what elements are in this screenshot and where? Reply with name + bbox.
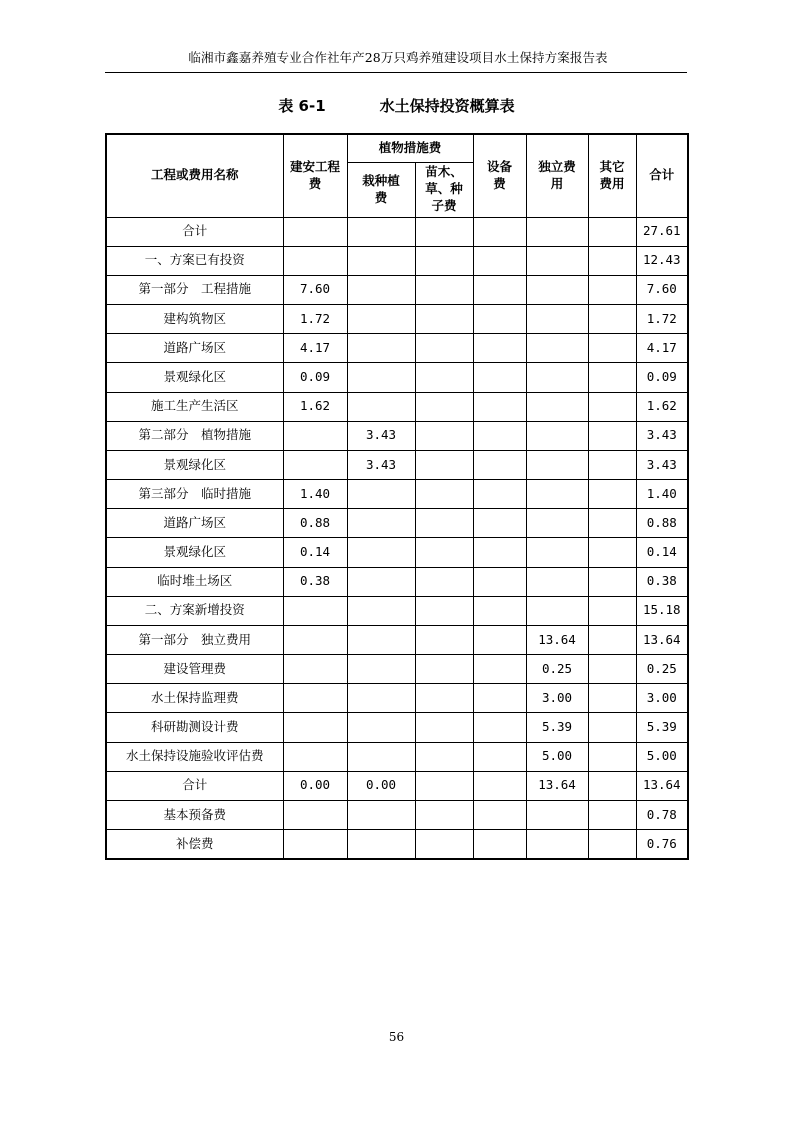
cell-seedlings — [415, 771, 473, 800]
page-number: 56 — [388, 1030, 405, 1044]
table-row — [106, 334, 688, 363]
cell-total: 1.72 — [636, 305, 688, 334]
cell-independent — [526, 567, 588, 596]
cell-other — [588, 567, 636, 596]
row-name: 补偿费 — [106, 830, 283, 859]
cell-total: 1.62 — [636, 392, 688, 421]
cell-seedlings — [415, 567, 473, 596]
cell-total: 0.38 — [636, 567, 688, 596]
cell-equipment — [473, 450, 526, 479]
cell-seedlings — [415, 246, 473, 275]
cell-other — [588, 625, 636, 654]
header-row-1 — [106, 134, 688, 162]
cell-planting — [347, 334, 415, 363]
cell-independent — [526, 830, 588, 859]
cell-planting — [347, 596, 415, 625]
cell-construction — [283, 246, 347, 275]
table-row — [106, 596, 688, 625]
table-row — [106, 800, 688, 829]
row-name: 临时堆土场区 — [106, 567, 283, 596]
cell-other — [588, 392, 636, 421]
cell-equipment — [473, 334, 526, 363]
cell-equipment — [473, 509, 526, 538]
col-header-construction: 建安工程费 — [283, 134, 347, 217]
table-row — [106, 625, 688, 654]
cell-other — [588, 830, 636, 859]
row-name: 建构筑物区 — [106, 305, 283, 334]
table-row — [106, 713, 688, 742]
cell-seedlings — [415, 655, 473, 684]
cell-total: 13.64 — [636, 771, 688, 800]
cell-other — [588, 800, 636, 829]
cell-total: 7.60 — [636, 275, 688, 304]
cell-planting — [347, 480, 415, 509]
table-row — [106, 684, 688, 713]
cell-seedlings — [415, 421, 473, 450]
cell-other — [588, 305, 636, 334]
cell-other — [588, 684, 636, 713]
cell-other — [588, 509, 636, 538]
cell-other — [588, 771, 636, 800]
cell-independent — [526, 305, 588, 334]
col-header-independent: 独立费用 — [526, 134, 588, 217]
cell-total: 4.17 — [636, 334, 688, 363]
cell-seedlings — [415, 305, 473, 334]
cell-equipment — [473, 713, 526, 742]
cell-independent: 5.39 — [526, 713, 588, 742]
cell-total: 13.64 — [636, 625, 688, 654]
cell-total: 0.14 — [636, 538, 688, 567]
cell-equipment — [473, 305, 526, 334]
cell-total: 0.88 — [636, 509, 688, 538]
cell-independent: 13.64 — [526, 625, 588, 654]
header-rule — [105, 72, 687, 73]
cell-planting: 3.43 — [347, 421, 415, 450]
row-name: 景观绿化区 — [106, 450, 283, 479]
cell-independent — [526, 800, 588, 829]
cell-seedlings — [415, 625, 473, 654]
cell-equipment — [473, 800, 526, 829]
col-header-seedlings: 苗木、草、种子费 — [415, 162, 473, 217]
cell-independent — [526, 246, 588, 275]
cell-construction — [283, 625, 347, 654]
cell-total: 0.78 — [636, 800, 688, 829]
cell-independent — [526, 421, 588, 450]
cell-seedlings — [415, 742, 473, 771]
cell-seedlings — [415, 217, 473, 246]
investment-budget-table — [105, 133, 689, 860]
cell-other — [588, 655, 636, 684]
cell-other — [588, 217, 636, 246]
cell-planting — [347, 625, 415, 654]
cell-equipment — [473, 246, 526, 275]
row-name: 建设管理费 — [106, 655, 283, 684]
table-row — [106, 830, 688, 859]
cell-seedlings — [415, 830, 473, 859]
col-header-other: 其它费用 — [588, 134, 636, 217]
cell-total: 5.00 — [636, 742, 688, 771]
cell-independent — [526, 334, 588, 363]
table-title — [0, 95, 793, 116]
cell-equipment — [473, 830, 526, 859]
cell-construction — [283, 713, 347, 742]
cell-seedlings — [415, 450, 473, 479]
cell-planting — [347, 713, 415, 742]
cell-equipment — [473, 655, 526, 684]
cell-equipment — [473, 421, 526, 450]
cell-planting — [347, 830, 415, 859]
cell-construction — [283, 655, 347, 684]
cell-seedlings — [415, 800, 473, 829]
cell-other — [588, 480, 636, 509]
cell-independent: 13.64 — [526, 771, 588, 800]
table-row — [106, 509, 688, 538]
cell-independent — [526, 275, 588, 304]
col-header-plant-group: 植物措施费 — [347, 134, 473, 162]
cell-equipment — [473, 625, 526, 654]
cell-planting: 3.43 — [347, 450, 415, 479]
cell-seedlings — [415, 596, 473, 625]
cell-planting — [347, 684, 415, 713]
cell-planting — [347, 742, 415, 771]
cell-construction — [283, 596, 347, 625]
cell-equipment — [473, 771, 526, 800]
table-row — [106, 421, 688, 450]
cell-construction: 1.40 — [283, 480, 347, 509]
cell-construction: 1.72 — [283, 305, 347, 334]
cell-planting — [347, 305, 415, 334]
cell-planting — [347, 567, 415, 596]
row-name: 第一部分 独立费用 — [106, 625, 283, 654]
cell-planting — [347, 275, 415, 304]
cell-construction: 4.17 — [283, 334, 347, 363]
cell-independent: 0.25 — [526, 655, 588, 684]
row-name: 道路广场区 — [106, 509, 283, 538]
row-name: 合计 — [106, 217, 283, 246]
col-header-equipment: 设备费 — [473, 134, 526, 217]
cell-seedlings — [415, 684, 473, 713]
cell-equipment — [473, 363, 526, 392]
cell-total: 0.09 — [636, 363, 688, 392]
cell-planting — [347, 509, 415, 538]
cell-seedlings — [415, 509, 473, 538]
cell-total: 1.40 — [636, 480, 688, 509]
cell-independent — [526, 538, 588, 567]
cell-equipment — [473, 217, 526, 246]
cell-equipment — [473, 392, 526, 421]
row-name: 合计 — [106, 771, 283, 800]
cell-construction — [283, 684, 347, 713]
cell-total: 3.43 — [636, 421, 688, 450]
row-name: 第一部分 工程措施 — [106, 275, 283, 304]
cell-seedlings — [415, 363, 473, 392]
table-row — [106, 655, 688, 684]
row-name: 二、方案新增投资 — [106, 596, 283, 625]
cell-planting — [347, 363, 415, 392]
cell-planting — [347, 392, 415, 421]
cell-construction — [283, 450, 347, 479]
cell-planting — [347, 655, 415, 684]
cell-planting — [347, 538, 415, 567]
cell-equipment — [473, 684, 526, 713]
cell-total: 0.76 — [636, 830, 688, 859]
table-name: 水土保持投资概算表 — [379, 97, 515, 115]
row-name: 第二部分 植物措施 — [106, 421, 283, 450]
table-row — [106, 392, 688, 421]
cell-independent — [526, 217, 588, 246]
table-row — [106, 217, 688, 246]
cell-planting — [347, 246, 415, 275]
cell-total: 5.39 — [636, 713, 688, 742]
cell-total: 15.18 — [636, 596, 688, 625]
cell-planting — [347, 800, 415, 829]
cell-seedlings — [415, 713, 473, 742]
col-header-name: 工程或费用名称 — [106, 134, 283, 217]
cell-other — [588, 742, 636, 771]
cell-other — [588, 421, 636, 450]
running-header: 临湘市鑫嘉养殖专业合作社年产28万只鸡养殖建设项目水土保持方案报告表 — [188, 50, 608, 65]
cell-other — [588, 713, 636, 742]
cell-independent — [526, 509, 588, 538]
cell-independent: 5.00 — [526, 742, 588, 771]
row-name: 科研勘测设计费 — [106, 713, 283, 742]
cell-planting: 0.00 — [347, 771, 415, 800]
table-row — [106, 363, 688, 392]
row-name: 景观绿化区 — [106, 538, 283, 567]
table-row — [106, 742, 688, 771]
cell-total: 27.61 — [636, 217, 688, 246]
cell-seedlings — [415, 275, 473, 304]
cell-other — [588, 334, 636, 363]
row-name: 道路广场区 — [106, 334, 283, 363]
cell-independent — [526, 450, 588, 479]
cell-construction: 1.62 — [283, 392, 347, 421]
cell-construction: 0.38 — [283, 567, 347, 596]
table-row — [106, 305, 688, 334]
cell-independent — [526, 363, 588, 392]
cell-seedlings — [415, 392, 473, 421]
cell-other — [588, 450, 636, 479]
cell-equipment — [473, 480, 526, 509]
cell-construction: 7.60 — [283, 275, 347, 304]
cell-independent — [526, 392, 588, 421]
cell-total: 3.43 — [636, 450, 688, 479]
cell-total: 0.25 — [636, 655, 688, 684]
cell-other — [588, 246, 636, 275]
cell-construction: 0.14 — [283, 538, 347, 567]
cell-construction — [283, 830, 347, 859]
cell-independent — [526, 596, 588, 625]
cell-construction — [283, 217, 347, 246]
cell-total: 12.43 — [636, 246, 688, 275]
table-row — [106, 275, 688, 304]
row-name: 施工生产生活区 — [106, 392, 283, 421]
row-name: 景观绿化区 — [106, 363, 283, 392]
cell-equipment — [473, 742, 526, 771]
cell-construction — [283, 421, 347, 450]
table-row — [106, 480, 688, 509]
cell-other — [588, 363, 636, 392]
row-name: 水土保持监理费 — [106, 684, 283, 713]
row-name: 一、方案已有投资 — [106, 246, 283, 275]
cell-seedlings — [415, 538, 473, 567]
col-header-total: 合计 — [636, 134, 688, 217]
table-row — [106, 567, 688, 596]
cell-construction: 0.88 — [283, 509, 347, 538]
cell-equipment — [473, 538, 526, 567]
row-name: 基本预备费 — [106, 800, 283, 829]
row-name: 第三部分 临时措施 — [106, 480, 283, 509]
cell-equipment — [473, 567, 526, 596]
table-row — [106, 450, 688, 479]
cell-other — [588, 596, 636, 625]
cell-construction — [283, 800, 347, 829]
cell-other — [588, 275, 636, 304]
cell-construction — [283, 742, 347, 771]
col-header-planting: 栽种植费 — [347, 162, 415, 217]
cell-seedlings — [415, 334, 473, 363]
cell-equipment — [473, 275, 526, 304]
row-name: 水土保持设施验收评估费 — [106, 742, 283, 771]
table-row — [106, 538, 688, 567]
table-number: 表 6-1 — [278, 97, 326, 115]
cell-construction: 0.09 — [283, 363, 347, 392]
cell-independent — [526, 480, 588, 509]
cell-seedlings — [415, 480, 473, 509]
table-row — [106, 246, 688, 275]
cell-independent: 3.00 — [526, 684, 588, 713]
cell-construction: 0.00 — [283, 771, 347, 800]
cell-equipment — [473, 596, 526, 625]
cell-total: 3.00 — [636, 684, 688, 713]
table-row — [106, 771, 688, 800]
cell-other — [588, 538, 636, 567]
cell-planting — [347, 217, 415, 246]
